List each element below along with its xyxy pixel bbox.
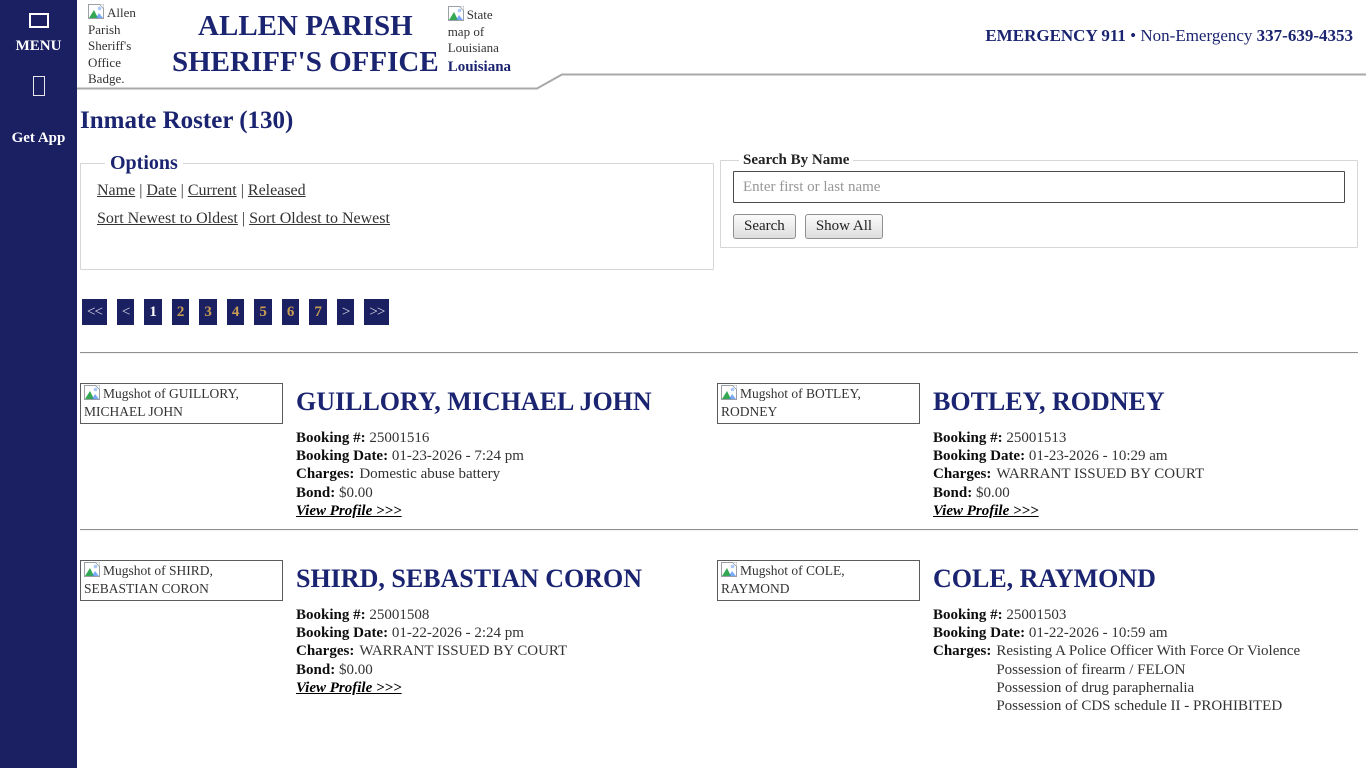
- inmate-card: [80, 383, 717, 529]
- inmate-details: [296, 383, 652, 520]
- search-input[interactable]: [733, 171, 1345, 203]
- mugshot-alt-text: Mugshot of GUILLORY, MICHAEL JOHN: [84, 386, 239, 419]
- booking-number-value: 25001503: [1006, 607, 1067, 623]
- bond-label: Bond:: [296, 661, 336, 678]
- view-profile-link[interactable]: View Profile >>>: [296, 502, 402, 519]
- charges-list: [359, 642, 567, 660]
- search-buttons-row: [733, 214, 1345, 239]
- charge-line: WARRANT ISSUED BY COURT: [996, 466, 1205, 483]
- badge-alt-text: Allen Parish Sheriff's Office Badge.: [88, 5, 136, 86]
- pagination-prev[interactable]: <: [117, 299, 134, 325]
- charges-list: [359, 465, 500, 483]
- charge-line: Resisting A Police Officer With Force Or Violence: [996, 643, 1301, 660]
- charges-label: Charges:: [296, 643, 355, 660]
- bond-label: Bond:: [296, 484, 336, 501]
- booking-date-value: 01-22-2026 - 10:59 am: [1028, 625, 1168, 642]
- options-legend: Options: [110, 152, 178, 174]
- pagination-page-2[interactable]: 2: [172, 299, 190, 325]
- header-border: [77, 73, 1366, 90]
- booking-number-label: Booking #:: [296, 607, 366, 623]
- non-emergency-number: 337-639-4353: [1256, 26, 1353, 45]
- bond-value: $0.00: [338, 661, 373, 678]
- filter-link-date[interactable]: Date: [146, 182, 177, 199]
- sort-links-row: [97, 210, 701, 228]
- state-map-alt-text: State map of Louisiana: [447, 7, 499, 55]
- pagination-first[interactable]: <<: [82, 299, 107, 325]
- page-title: Inmate Roster (130): [80, 107, 294, 134]
- mugshot-image[interactable]: [717, 383, 920, 424]
- pagination-page-5[interactable]: 5: [254, 299, 272, 325]
- search-fieldset: [720, 152, 1358, 248]
- pagination-last[interactable]: >>: [364, 299, 389, 325]
- booking-date-value: 01-22-2026 - 2:24 pm: [391, 625, 524, 642]
- view-profile-link[interactable]: View Profile >>>: [296, 679, 402, 696]
- pagination-page-4[interactable]: 4: [227, 299, 245, 325]
- charges-block: [933, 642, 1300, 715]
- charge-line: WARRANT ISSUED BY COURT: [359, 643, 568, 660]
- inmate-card: [717, 560, 1358, 715]
- broken-image-icon: [721, 385, 737, 401]
- charge-line: Possession of drug paraphernalia: [996, 679, 1195, 696]
- search-legend: Search By Name: [743, 152, 850, 168]
- bond-value: $0.00: [338, 484, 373, 501]
- pagination-page-1[interactable]: 1: [144, 299, 162, 325]
- booking-number-label: Booking #:: [933, 607, 1003, 623]
- site-title-line1: ALLEN PARISH: [198, 10, 413, 42]
- emergency-numbers: [985, 26, 1353, 46]
- mugshot-image[interactable]: [80, 560, 283, 601]
- state-map-image: [448, 6, 518, 75]
- inmate-name: BOTLEY, RODNEY: [933, 387, 1165, 416]
- mugshot-alt-text: Mugshot of SHIRD, SEBASTIAN CORON: [84, 563, 213, 596]
- roster-row: [80, 531, 1358, 715]
- booking-number-value: 25001516: [369, 430, 430, 446]
- charge-line: Domestic abuse battery: [359, 466, 501, 483]
- charge-line: Possession of CDS schedule II - PROHIBITED: [996, 698, 1283, 715]
- charges-label: Charges:: [296, 466, 355, 483]
- charges-label: Charges:: [933, 466, 992, 483]
- charges-block: [933, 465, 1204, 483]
- booking-date-label: Booking Date:: [933, 448, 1026, 465]
- inmate-name: SHIRD, SEBASTIAN CORON: [296, 564, 643, 593]
- charges-list: [996, 465, 1204, 483]
- inmate-card: [80, 560, 717, 715]
- site-header: [77, 0, 1366, 89]
- pagination: [82, 299, 1358, 325]
- booking-date-label: Booking Date:: [296, 625, 389, 642]
- dot-separator: •: [1130, 26, 1137, 45]
- separator: |: [240, 182, 244, 199]
- filters-row: [80, 152, 1358, 270]
- pagination-page-7[interactable]: 7: [309, 299, 327, 325]
- booking-date-value: 01-23-2026 - 10:29 am: [1028, 448, 1168, 465]
- roster-row: [80, 354, 1358, 529]
- charges-label: Charges:: [933, 643, 992, 660]
- separator: |: [180, 182, 184, 199]
- menu-button[interactable]: [0, 0, 77, 55]
- bond-label: Bond:: [933, 484, 973, 501]
- charges-block: [296, 465, 652, 483]
- pagination-page-6[interactable]: 6: [282, 299, 300, 325]
- options-fieldset: [80, 152, 714, 270]
- inmate-name: GUILLORY, MICHAEL JOHN: [296, 387, 652, 416]
- charges-block: [296, 642, 642, 660]
- inmate-card: [717, 383, 1358, 529]
- broken-image-icon: [448, 6, 464, 22]
- filter-link-current[interactable]: Current: [187, 182, 237, 199]
- broken-image-icon: [88, 4, 104, 20]
- mugshot-alt-text: Mugshot of BOTLEY, RODNEY: [721, 386, 861, 419]
- filter-link-name[interactable]: Name: [97, 182, 136, 199]
- get-app-button[interactable]: Get App: [11, 130, 66, 146]
- louisiana-link[interactable]: Louisiana: [447, 58, 512, 75]
- booking-number-value: 25001513: [1006, 430, 1067, 446]
- separator: |: [139, 182, 143, 199]
- pagination-page-3[interactable]: 3: [199, 299, 217, 325]
- booking-number-label: Booking #:: [296, 430, 366, 446]
- booking-number-label: Booking #:: [933, 430, 1003, 446]
- filter-links-row: [97, 182, 701, 200]
- non-emergency-label: Non-Emergency: [1140, 26, 1253, 45]
- sort-link-oldest[interactable]: Sort Oldest to Newest: [249, 210, 390, 227]
- app-icon: [33, 76, 45, 96]
- charges-list: [996, 642, 1300, 715]
- broken-image-icon: [84, 562, 100, 578]
- inmate-details: [933, 383, 1204, 520]
- broken-image-icon: [721, 562, 737, 578]
- mugshot-image[interactable]: [80, 383, 283, 424]
- booking-date-value: 01-23-2026 - 7:24 pm: [391, 448, 524, 465]
- mugshot-image[interactable]: [717, 560, 920, 601]
- main-area: [77, 106, 1366, 715]
- broken-image-icon: [84, 385, 100, 401]
- emergency-911: EMERGENCY 911: [985, 26, 1126, 45]
- menu-icon: [29, 13, 49, 28]
- booking-number-value: 25001508: [369, 607, 430, 623]
- site-title-line2: SHERIFF'S OFFICE: [172, 46, 439, 78]
- search-button[interactable]: Search: [733, 214, 796, 239]
- show-all-button[interactable]: Show All: [805, 214, 883, 239]
- mugshot-alt-text: Mugshot of COLE, RAYMOND: [721, 563, 845, 596]
- content-column: [77, 0, 1366, 768]
- menu-label: MENU: [15, 38, 62, 54]
- filter-link-released[interactable]: Released: [247, 182, 306, 199]
- sort-link-newest[interactable]: Sort Newest to Oldest: [97, 210, 238, 227]
- inmate-name: COLE, RAYMOND: [933, 564, 1156, 593]
- sidebar: [0, 0, 77, 768]
- charge-line: Possession of firearm / FELON: [996, 661, 1186, 678]
- bond-value: $0.00: [975, 484, 1010, 501]
- pagination-next[interactable]: >: [337, 299, 354, 325]
- booking-date-label: Booking Date:: [296, 448, 389, 465]
- view-profile-link[interactable]: View Profile >>>: [933, 502, 1039, 519]
- inmate-details: [933, 560, 1300, 715]
- booking-date-label: Booking Date:: [933, 625, 1026, 642]
- site-title: [172, 8, 439, 80]
- inmate-details: [296, 560, 642, 697]
- separator: |: [241, 210, 246, 227]
